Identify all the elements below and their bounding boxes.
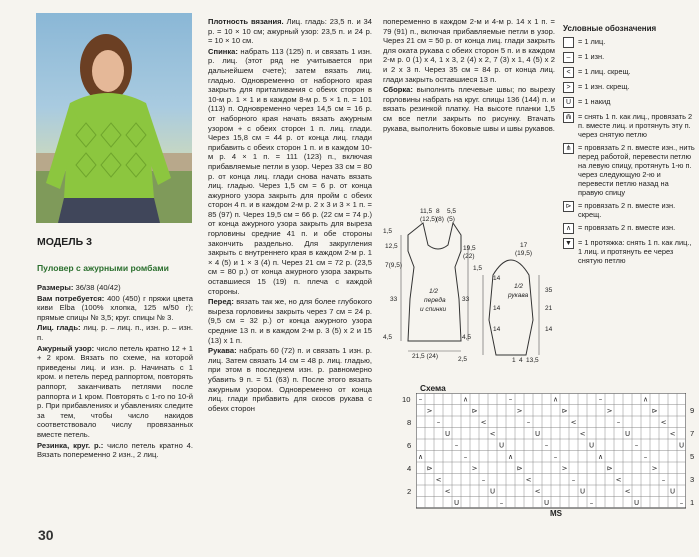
chart-stitch-symbol: ∧ [552,395,559,404]
legend-text: = 1 протяжка: снять 1 п. как лиц., 1 лиц. и протянуть ее через снятую петлю [578,238,692,265]
chart-stitch-symbol: < [570,418,577,427]
chart-stitch-symbol: – [571,476,576,484]
chart-stitch-symbol: < [489,430,496,438]
sleeve-continued-paragraph: попеременно в каждом 2-м и 4-м р. 14 х 1 п. = 79 (91) п., включая прибавляемые петли в узор. Через 21 см = 50 р. от конца лиц. глади закрыть для оката рукава с обеих сторон 5 п. и в каждом 2-м р. 0 (1) х 4, 1 х 3, 2 (4) х 2, 7 (3) х 1, 4 (5) х 2 и 2 х 3 п. Через 35 см = 84 р. от конца лиц. глади закрыть оставшиеся 13 п. [383,17,555,84]
sleeve-label-bottom-3: 13,5 [526,357,539,364]
chart-stitch-symbol: ⊳ [561,407,568,415]
chart-stitch-symbol: – [661,476,666,484]
chart-stitch-symbol: U [579,487,586,496]
body-label-top-4: (8) [436,216,444,223]
row-number-6: 6 [407,441,412,450]
chart-stitch-symbol: ∧ [417,453,424,461]
sleeve-label-center-2: рукава [508,292,529,299]
body-label-top-6: (5) [447,216,455,223]
chart-stitch-symbol: U [678,441,685,450]
chart-stitch-symbol: – [454,441,459,450]
legend-text: = 1 изн. скрещ. [578,82,630,91]
legend-items [563,37,695,265]
body-label-center-3: и спинки [420,306,447,313]
chart-stitch-symbol: – [418,395,423,404]
chart-stitch-symbol: – [526,418,531,427]
text-column-1 [37,283,193,461]
chart-stitch-symbol: > [651,464,658,473]
legend-symbol-icon: ▼ [563,238,574,249]
chart-stitch-symbol: U [534,430,541,438]
chart-stitch-symbol: – [589,499,594,507]
chart-stitch-symbol: < [444,487,451,496]
legend-symbol-icon: U [563,97,574,108]
legend-item [563,97,695,108]
text-column-2 [208,17,372,414]
body-label-right-3: 1,5 [473,265,483,272]
sleeve-label-right-2: 21 [545,305,553,312]
chart-stitch-symbol: ⊳ [426,464,433,473]
body-label-right-4: 33 [462,296,470,303]
chart-stitch-symbol: > [606,407,613,415]
body-label-left-1: 1,5 [383,228,393,235]
chart-stitch-symbol: – [679,499,684,507]
model-subtitle: Пуловер с ажурными ромбами [37,263,169,273]
chart-stitch-symbol: < [480,418,487,427]
chart-stitch-symbol: U [543,499,550,507]
chart-stitch-symbol: > [516,407,523,415]
body-label-bottom-2: 2,5 [458,356,468,363]
chart-stitch-symbol: – [436,418,441,427]
legend-item [563,112,695,139]
chart-stitch-symbol: U [633,499,640,507]
body-label-top-3: 8 [436,208,440,215]
body-label-right-5: 4,5 [462,334,472,341]
chart-stitch-symbol: U [624,430,631,438]
body-label-left-3: 7(9,5) [385,262,402,269]
repeat-label: MS [550,509,562,518]
chart-stitch-symbol: ∧ [597,453,604,461]
chart-stitch-symbol: – [463,453,468,461]
legend-symbol-icon: ∧ [563,223,574,234]
pattern-diagrams [383,205,558,373]
chart-stitch-symbol: > [426,407,433,415]
chart-stitch-symbol: – [598,395,603,404]
chart-stitch-symbol: – [544,441,549,450]
body-label-bottom-1: 21,5 (24) [412,353,439,360]
legend-text: = 1 лиц. скрещ. [578,67,631,76]
rib-paragraph: Резинка, круг. р.: число петель кратно 4. Вязать попеременно 2 изн., 2 лиц. [37,440,193,460]
chart-stitch-symbol: < [534,487,541,496]
chart-stitch-symbol: < [615,476,622,484]
sleeve-label-left-2: 14 [493,305,501,312]
row-number-5: 5 [690,452,695,461]
chart-stitch-symbol: – [634,441,639,450]
back-paragraph: Спинка: набрать 113 (125) п. и связать 1 изн. р. лиц. (этот ряд не учитывается при дальнейшем счете); затем вязать лиц. гладью. Одновременно от наборного края закрыть для приталивания с обеих сторон в 10-м р. 1 × 1 и в каждом 8-м р. 5 × 1 п. = 101 (113) п. Одновременно через 14,5 см = 16 р. от наборного края начать вязать ажурным узором + с обеих сторон 1 п. лиц. глади. Через 15,8 см = 44 р. от конца лиц. глади прибавить с обеих сторон 1 п. и в каждом 10-м р. 4 × 1 п. = 111 (123) п., включая прибавляемые петли в узор. Через 33 см = 80 р. от конца лиц. глади снова начать вязать лиц. гладью. Через 1,5 см = 6 р. от конца ажурного узора закрыть для пройм с обеих сторон 4 п. и в каждом 2-м р. 2 х 3 и 3 × 1 п. = 85 (97) п. Через 19,5 см = 66 р. (22 см = 74 р.) от конца ажурного узора закрыть для выреза горловины средние 41 п. и обе стороны закончить раздельно. Для закругления закрыть с внутреннего края в каждом 2-м р. 1 × 4 (5) и 1 × 3 (4) п. Через 21 см = 72 р. (23,5 см = 80 р.) от конца ажурного узора закрыть оставшиеся 15 (19) п. плеча с каждой стороны. [208,46,372,296]
body-diagram [408,223,461,341]
legend-item [563,67,695,78]
sleeve-label-top-2: (19,5) [515,250,532,257]
body-label-top-5: 5,5 [447,208,457,215]
model-photo-illustration [36,13,192,223]
chart-stitch-symbol: < [624,487,631,496]
legend-symbol-icon [563,37,574,48]
materials-paragraph: Вам потребуется: 400 (450) г пряжи цвета киви Elba (100% хлопка, 125 м/50 г); прямые спицы № 3,5; круг. спицы № 3. [37,293,193,322]
legend-symbol-icon: ⋔ [563,143,574,154]
chart-stitch-symbol: U [489,487,496,496]
density-paragraph: Плотность вязания. Лиц. гладь: 23,5 п. и 34 р. = 10 × 10 см; ажурный узор: 23,5 п. и 24 р. = 10 × 10 см. [208,17,372,46]
body-label-left-4: 33 [390,296,398,303]
body-label-center-2: переда [424,297,446,304]
chart-grid [416,393,686,511]
chart-stitch-symbol: U [588,441,595,450]
legend-symbol-icon: – [563,52,574,63]
row-number-3: 3 [690,475,695,484]
legend-symbol-icon: > [563,82,574,93]
sleeve-label-right-3: 14 [545,326,553,333]
chart-stitch-symbol: U [669,487,676,496]
sizes-paragraph: Размеры: 36/38 (40/42) [37,283,121,292]
legend-symbol-icon: ⋒ [563,112,574,123]
chart-stitch-symbol: ⊳ [651,407,658,415]
sleeve-label-left-3: 14 [493,326,501,333]
legend-symbol-icon: < [563,67,574,78]
body-label-left-5: 4,5 [383,334,393,341]
legend-text: = провязать 2 п. вместе изн., нить перед работой, перевести петлю на левую спицу, протянуть 1-ю п. через следующую 2-ю и перевести петлю назад на правую спицу [578,143,695,197]
chart-stitch-symbol: U [444,430,451,438]
sleeve-paragraph: Рукава: набрать 60 (72) п. и связать 1 изн. р. лиц. Затем связать 14 см = 48 р. лиц. гладью, при этом в последнем изн. р. равномерно убавить 9 п. = 51 (63) п. После этого вязать ажурным узором. Одновременно от конца лиц. глади прибавить для скосов рукава с обеих сторон [208,346,372,413]
legend-item [563,223,695,234]
sleeve-label-left-1: 14 [493,275,501,282]
sleeve-label-bottom-2: 4 [519,357,523,364]
chart-stitch-symbol: < [660,418,667,427]
row-number-9: 9 [690,406,695,415]
schema-title: Схема [420,383,446,393]
chart-stitch-symbol: ∧ [507,453,514,461]
legend-item [563,82,695,93]
legend-text: = 1 накид [578,97,611,106]
chart-stitch-symbol: – [481,476,486,484]
chart-stitch-symbol: – [508,395,513,404]
page-number: 30 [38,527,54,543]
chart-stitch-symbol: ⊳ [516,464,523,473]
sleeve-label-bottom-1: 1 [512,357,516,364]
body-label-top-2: (12,5) [420,216,437,223]
chart-stitch-symbol: ∧ [642,395,649,404]
legend-text: = 1 лиц. [578,37,606,46]
legend-symbol-icon: ⊳ [563,201,574,212]
chart-stitch-symbol: ⊳ [606,464,613,473]
body-label-center-1: 1/2 [429,288,439,295]
legend-item [563,52,695,63]
text-column-3 [383,17,555,134]
chart-stitch-symbol: – [553,453,558,461]
front-paragraph: Перед: вязать так же, но для более глубокого выреза горловины закрыть через 7 см = 24 р. (9,5 см = 32 р.) от конца ажурного узора средние 13 п. и в каждом 2-м р. 3 (5) х 2 и 15 (13) х 1 п. [208,297,372,345]
chart-stitch-symbol: > [471,464,478,473]
legend-item [563,238,695,265]
chart-stitch-symbol: U [498,441,505,450]
row-number-2: 2 [407,487,412,496]
legend-text: = 1 изн. [578,52,605,61]
chart-stitch-symbol: – [616,418,621,427]
body-label-right-1: 19,5 [463,245,476,252]
chart-stitch-symbol: ∧ [462,395,469,404]
legend-text: = провязать 2 п. вместе изн. [578,223,676,232]
body-label-left-2: 12,5 [385,243,398,250]
sleeve-label-center-1: 1/2 [514,283,524,290]
chart-stitch-symbol: < [435,476,442,484]
legend-item [563,201,695,219]
legend-item [563,143,695,197]
row-number-10: 10 [402,395,411,404]
body-label-top-1: 11,5 [420,208,433,215]
sleeve-label-right-1: 35 [545,287,553,294]
chart-stitch-symbol: – [499,499,504,507]
row-number-7: 7 [690,429,695,438]
sleeve-label-top-1: 17 [520,242,528,249]
front-stitch-paragraph: Лиц. гладь: лиц. р. – лиц. п., изн. р. – изн. п. [37,323,193,342]
legend-text: = снять 1 п. как лиц., провязать 2 п. вместе лиц. и протянуть эту п. через снятую петлю [578,112,693,139]
chart-stitch-symbol: ⊳ [471,407,478,415]
model-title: МОДЕЛЬ 3 [37,236,92,248]
chart-stitch-symbol: – [643,453,648,461]
legend-text: = провязать 2 п. вместе изн. скрещ. [578,201,676,219]
legend [563,24,695,269]
legend-item [563,37,695,48]
legend-title: Условные обозначения [563,24,657,33]
chart-stitch-symbol: < [579,430,586,438]
chart-stitch-symbol: < [669,430,676,438]
lace-pattern-paragraph: Ажурный узор: число петель кратно 12 + 1 + 2 кром. Вязать по схеме, на которой приведены лиц. и изн. р. Начинать с 1 кром. и петель перед раппортом, повторять раппорт, заканчивать петлями после раппорта и 1 кром. Повторять с 1-го по 10-й р. При прибавлениях и убавлениях следите за тем, чтобы число накидов соответствовало числу провязанных вместе петель. [37,343,193,439]
row-number-1: 1 [690,498,695,507]
row-number-4: 4 [407,464,412,473]
model-photo [36,13,192,223]
chart-stitch-symbol: U [453,499,460,507]
body-label-right-2: (22) [463,253,475,260]
chart-stitch-symbol: > [561,464,568,473]
chart-stitch-symbol: < [525,476,532,484]
assembly-paragraph: Сборка: выполнить плечевые швы; по вырезу горловины набрать на круг. спицы 136 (144) п. и вязать резинкой платку. На высоте планки 1,5 см все петли закрыть по рисунку. Втачать рукава, выполнить боковые швы и швы рукавов. [383,85,555,133]
row-number-8: 8 [407,418,412,427]
